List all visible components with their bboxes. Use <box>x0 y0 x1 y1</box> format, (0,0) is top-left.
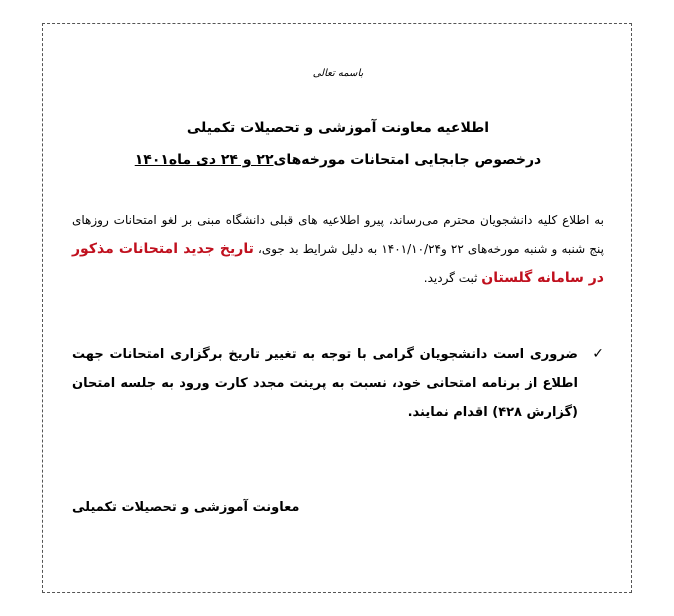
checkmark-icon: ✓ <box>592 346 604 362</box>
body-highlight: تاریخ جدید امتحانات مذکور در سامانه گلستان <box>72 241 604 286</box>
body-text-end: ثبت گردید. <box>423 271 482 285</box>
note-item <box>72 340 604 427</box>
invocation: باسمه تعالی <box>312 68 364 79</box>
subtitle-dates: ۲۲ و ۲۴ دی ماه۱۴۰۱ <box>134 152 274 168</box>
signature-text: معاونت آموزشی و تحصیلات تکمیلی <box>72 500 300 515</box>
note-text: ضروری است دانشجویان گرامی با توجه به تغییر تاریخ برگزاری امتحانات جهت اطلاع از برنامه امتحانی خود، نسبت به پرینت مجدد کارت ورود به جلسه امتحان (گزارش ۴۲۸) اقدام نمایند. <box>72 347 578 420</box>
subtitle-prefix: درخصوص جابجایی امتحانات مورخه‌های <box>273 152 542 168</box>
signature <box>72 500 604 515</box>
announcement-title: اطلاعیه معاونت آموزشی و تحصیلات تکمیلی <box>186 120 490 136</box>
announcement-subtitle <box>72 152 604 168</box>
body-text-start: به اطلاع کلیه دانشجویان محترم می‌رساند، پیرو اطلاعیه های قبلی دانشگاه مبنی بر لغو امتحانات روزهای پنج شنبه و شنبه مورخه‌های ۲۲ و۱۴۰۱/۱۰/۲۴ به دلیل شرایط بد جوی، <box>72 213 605 256</box>
announcement-body <box>72 206 604 293</box>
